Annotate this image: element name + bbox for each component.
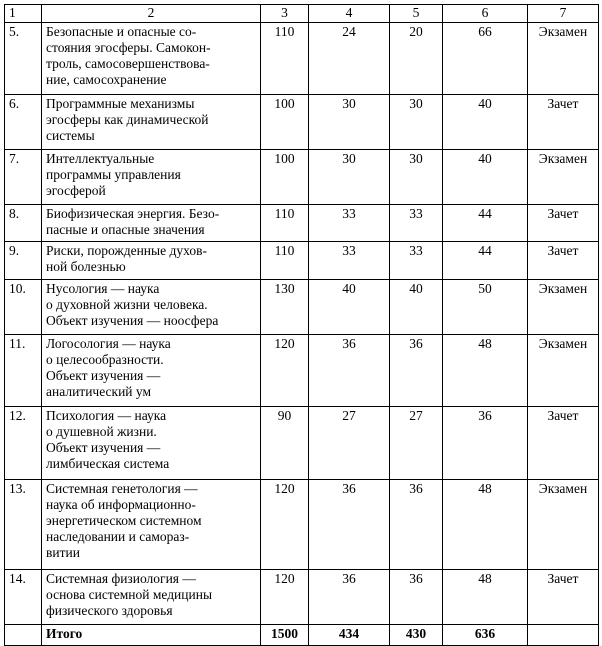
- discipline-name-line: эгосферы как динамической: [46, 112, 209, 127]
- hours-col5: 36: [390, 480, 443, 570]
- discipline-name-line: Психология — наука: [46, 408, 167, 423]
- assessment-form: Зачет: [528, 95, 599, 150]
- total-row: [5, 625, 599, 646]
- discipline-name-line: наука об информационно-: [46, 497, 196, 512]
- hours-col6: 44: [443, 242, 528, 280]
- table-container: [4, 4, 599, 646]
- discipline-name-line: физического здоровья: [46, 603, 173, 618]
- discipline-name-line: наследовании и самораз-: [46, 529, 190, 544]
- discipline-name: [42, 205, 261, 242]
- discipline-name-line: витии: [46, 545, 80, 560]
- discipline-name-line: лимбическая система: [46, 456, 170, 471]
- discipline-name-line: Системная генетология —: [46, 481, 198, 496]
- row-number: 8.: [5, 205, 42, 242]
- header-cell-6: 6: [443, 5, 528, 23]
- discipline-name-line: троль, самосовершенствова-: [46, 56, 210, 71]
- assessment-form: Зачет: [528, 407, 599, 480]
- discipline-name-line: ние, самосохранение: [46, 72, 167, 87]
- hours-col5: 27: [390, 407, 443, 480]
- discipline-name-line: Риски, порожденные духов-: [46, 243, 207, 258]
- assessment-form: Экзамен: [528, 280, 599, 335]
- hours-total: 100: [261, 150, 309, 205]
- table-row: [5, 335, 599, 407]
- discipline-name-line: Безопасные и опасные со-: [46, 24, 197, 39]
- discipline-name-line: программы управления: [46, 167, 181, 182]
- hours-col6: 48: [443, 480, 528, 570]
- total-label: Итого: [42, 625, 261, 646]
- hours-col6: 36: [443, 407, 528, 480]
- hours-col4: 36: [309, 480, 390, 570]
- hours-total: 120: [261, 480, 309, 570]
- curriculum-table: [4, 4, 599, 646]
- discipline-name: [42, 480, 261, 570]
- hours-col4: 40: [309, 280, 390, 335]
- hours-col5: 30: [390, 150, 443, 205]
- assessment-form: Экзамен: [528, 150, 599, 205]
- hours-col5: 36: [390, 570, 443, 625]
- header-row: [5, 5, 599, 23]
- discipline-name-line: Объект изучения —: [46, 368, 161, 383]
- discipline-name-line: Биофизическая энергия. Безо-: [46, 206, 220, 221]
- hours-col5: 30: [390, 95, 443, 150]
- table-row: [5, 480, 599, 570]
- discipline-name-line: стояния эгосферы. Самокон-: [46, 40, 211, 55]
- header-cell-4: 4: [309, 5, 390, 23]
- hours-col6: 44: [443, 205, 528, 242]
- assessment-form: Зачет: [528, 570, 599, 625]
- hours-total: 130: [261, 280, 309, 335]
- row-number: 9.: [5, 242, 42, 280]
- table-row: [5, 570, 599, 625]
- row-number: 5.: [5, 23, 42, 95]
- hours-col5: 40: [390, 280, 443, 335]
- discipline-name: [42, 570, 261, 625]
- hours-col5: 36: [390, 335, 443, 407]
- hours-col6: 50: [443, 280, 528, 335]
- table-row: [5, 95, 599, 150]
- row-number: 13.: [5, 480, 42, 570]
- discipline-name-line: аналитический ум: [46, 384, 152, 399]
- discipline-name: [42, 407, 261, 480]
- hours-col4: 30: [309, 150, 390, 205]
- discipline-name-line: Объект изучения —: [46, 440, 161, 455]
- assessment-form: Зачет: [528, 242, 599, 280]
- row-number: 11.: [5, 335, 42, 407]
- discipline-name-line: о душевной жизни.: [46, 424, 157, 439]
- row-number: 14.: [5, 570, 42, 625]
- total-row-number: [5, 625, 42, 646]
- hours-col4: 33: [309, 205, 390, 242]
- discipline-name-line: Объект изучения — ноосфера: [46, 313, 219, 328]
- hours-col4: 27: [309, 407, 390, 480]
- total-hours: 1500: [261, 625, 309, 646]
- hours-total: 90: [261, 407, 309, 480]
- total-col6: 636: [443, 625, 528, 646]
- hours-total: 110: [261, 23, 309, 95]
- hours-col6: 48: [443, 570, 528, 625]
- hours-total: 120: [261, 335, 309, 407]
- hours-col4: 30: [309, 95, 390, 150]
- hours-col6: 66: [443, 23, 528, 95]
- hours-total: 100: [261, 95, 309, 150]
- discipline-name: [42, 242, 261, 280]
- hours-col6: 40: [443, 150, 528, 205]
- assessment-form: Экзамен: [528, 335, 599, 407]
- discipline-name-line: энергетическом системном: [46, 513, 202, 528]
- assessment-form: Зачет: [528, 205, 599, 242]
- discipline-name-line: Логосология — наука: [46, 336, 171, 351]
- discipline-name: [42, 150, 261, 205]
- table-row: [5, 23, 599, 95]
- hours-col4: 33: [309, 242, 390, 280]
- discipline-name: [42, 280, 261, 335]
- hours-col6: 48: [443, 335, 528, 407]
- discipline-name-line: эгосферой: [46, 183, 106, 198]
- row-number: 7.: [5, 150, 42, 205]
- discipline-name-line: системы: [46, 128, 95, 143]
- discipline-name: [42, 335, 261, 407]
- discipline-name-line: основа системной медицины: [46, 587, 213, 602]
- hours-col5: 33: [390, 205, 443, 242]
- hours-total: 120: [261, 570, 309, 625]
- table-row: [5, 407, 599, 480]
- discipline-name-line: о целесообразности.: [46, 352, 164, 367]
- discipline-name: [42, 95, 261, 150]
- table-row: [5, 280, 599, 335]
- discipline-name-line: Нусология — наука: [46, 281, 160, 296]
- total-col5: 430: [390, 625, 443, 646]
- discipline-name-line: о духовной жизни человека.: [46, 297, 208, 312]
- row-number: 12.: [5, 407, 42, 480]
- table-row: [5, 205, 599, 242]
- header-cell-5: 5: [390, 5, 443, 23]
- hours-col4: 24: [309, 23, 390, 95]
- table-row: [5, 242, 599, 280]
- header-cell-3: 3: [261, 5, 309, 23]
- header-cell-1: 1: [5, 5, 42, 23]
- discipline-name-line: пасные и опасные значения: [46, 222, 205, 237]
- assessment-form: Экзамен: [528, 480, 599, 570]
- hours-col5: 33: [390, 242, 443, 280]
- table-row: [5, 150, 599, 205]
- discipline-name-line: Программные механизмы: [46, 96, 195, 111]
- discipline-name: [42, 23, 261, 95]
- assessment-form: Экзамен: [528, 23, 599, 95]
- hours-col4: 36: [309, 570, 390, 625]
- header-cell-2: 2: [42, 5, 261, 23]
- row-number: 6.: [5, 95, 42, 150]
- hours-total: 110: [261, 242, 309, 280]
- total-col4: 434: [309, 625, 390, 646]
- discipline-name-line: ной болезнью: [46, 259, 126, 274]
- discipline-name-line: Интеллектуальные: [46, 151, 155, 166]
- total-col7: [528, 625, 599, 646]
- hours-col4: 36: [309, 335, 390, 407]
- header-cell-7: 7: [528, 5, 599, 23]
- discipline-name-line: Системная физиология —: [46, 571, 196, 586]
- row-number: 10.: [5, 280, 42, 335]
- hours-total: 110: [261, 205, 309, 242]
- hours-col6: 40: [443, 95, 528, 150]
- hours-col5: 20: [390, 23, 443, 95]
